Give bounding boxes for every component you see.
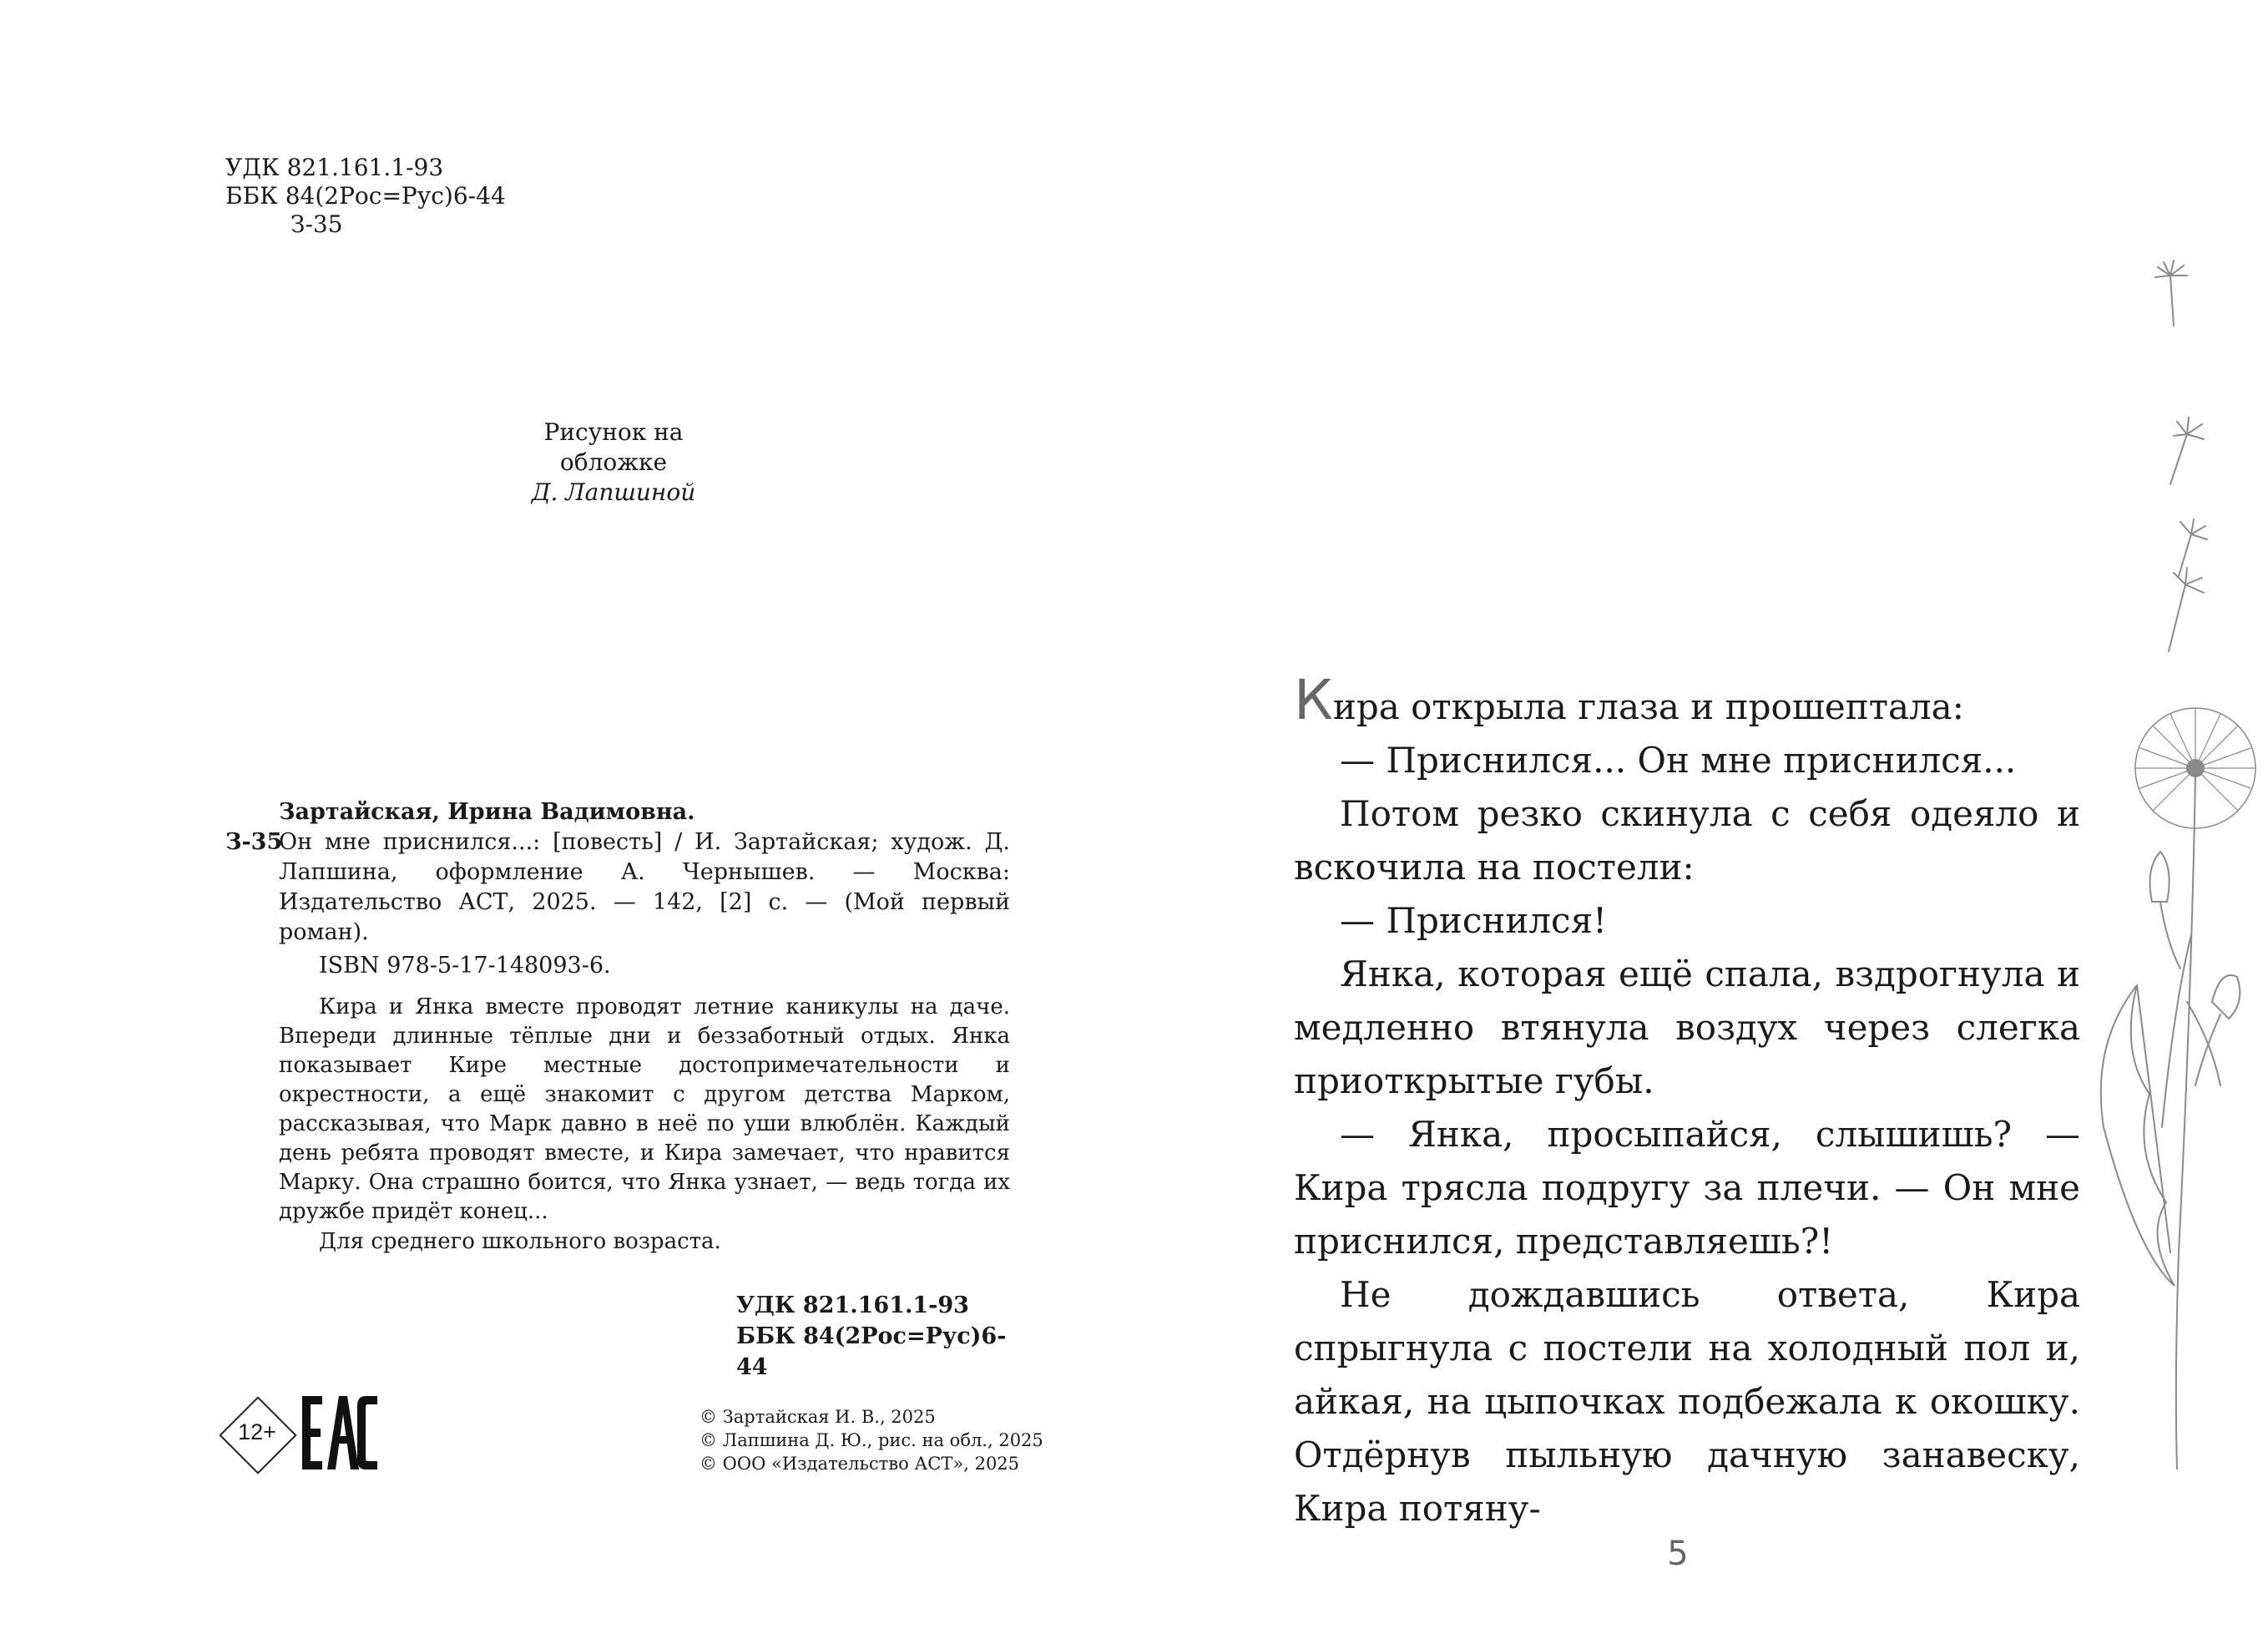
story-paragraph: — Янка, просыпайся, слышишь? — Кира трясла подругу за плечи. — Он мне приснился, представляешь?!: [1294, 1114, 2080, 1262]
bbk-code-bottom: ББК 84(2Рос=Рус)6-44: [736, 1323, 1007, 1380]
dandelion-seed-icon: [2169, 568, 2204, 651]
udk-code: УДК 821.161.1-93: [225, 154, 444, 181]
catalog-description: Он мне приснился...: [повесть] / И. Зартайская; худож. Д. Лапшина, оформление А. Чернышев. — Москва: Издательство АСТ, 2025. — 142, [2] с. — (Мой первый роман).: [279, 829, 1010, 945]
copyright-illustrator: © Лапшина Д. Ю., рис. на обл., 2025: [700, 1430, 1043, 1450]
catalog-codes-bottom: [225, 1290, 1010, 1383]
dandelion-seed-icon: [2170, 417, 2204, 484]
story-paragraph: Потом резко скинула с себя одеяло и вскочила на постели:: [1294, 793, 2080, 888]
catalog-entry: [225, 827, 1010, 948]
catalog-author: Зартайская, Ирина Вадимовна.: [279, 799, 695, 825]
story-paragraph: — Приснился!: [1340, 900, 1607, 941]
age-rating-text: 12+: [238, 1419, 276, 1444]
story-paragraph: Янка, которая ещё спала, вздрогнула и медленно втянула воздух через слегка приоткрытые губы.: [1294, 954, 2080, 1101]
isbn: ISBN 978-5-17-148093-6.: [319, 953, 611, 979]
classification-codes: [225, 154, 506, 239]
author-mark: З-35: [290, 210, 343, 238]
annotation: Кира и Янка вместе проводят летние каникулы на даче. Впереди длинные тёплые дни и беззаботный отдых. Янка показывает Кире местные достопримечательности и окрестности, а ещё знакомит с другом детства Марком, рассказывая, что Марк давно в неё по уши влюблён. Каждый день ребята проводят вместе, и Кира замечает, что нравится Марку. Она страшно боится, что Янка узнает, — ведь тогда их дружбе придёт конец...: [279, 994, 1010, 1224]
age-rating-badge: [219, 1396, 295, 1473]
age-note: Для среднего школьного возраста.: [319, 1229, 721, 1254]
story-text: [1294, 668, 2080, 1535]
story-paragraph: Не дождавшись ответа, Кира спрыгнула с постели на холодный пол и, айкая, на цыпочках подбежала к окошку. Отдёрнув пыльную дачную занавеску, Кира потяну-: [1294, 1274, 2080, 1529]
eac-certification-icon: [302, 1396, 377, 1469]
dandelion-illustration: [2087, 250, 2268, 1469]
udk-code-bottom: УДК 821.161.1-93: [736, 1292, 969, 1318]
story-paragraph-text: ира открыла глаза и прошептала:: [1332, 686, 1964, 727]
dandelion-seed-icon: [2179, 519, 2207, 576]
copyright-block: [700, 1405, 1043, 1475]
catalog-code: З-35: [225, 829, 283, 855]
page-number: 5: [1667, 1535, 1689, 1573]
story-paragraph: — Приснился... Он мне приснился...: [1340, 740, 2017, 781]
copyright-publisher: © ООО «Издательство АСТ», 2025: [700, 1454, 1020, 1474]
story-paragraph: [1294, 668, 2080, 734]
drop-cap: К: [1294, 668, 1333, 732]
cover-credit: [492, 417, 735, 508]
cover-credit-label: Рисунок на обложке: [543, 418, 684, 476]
copyright-author: © Зартайская И. В., 2025: [700, 1407, 936, 1427]
cover-illustrator: Д. Лапшиной: [531, 478, 696, 506]
catalog-card: [225, 797, 1010, 1383]
bbk-code: ББК 84(2Рос=Рус)6-44: [225, 182, 506, 210]
dandelion-seed-icon: [2155, 261, 2187, 326]
